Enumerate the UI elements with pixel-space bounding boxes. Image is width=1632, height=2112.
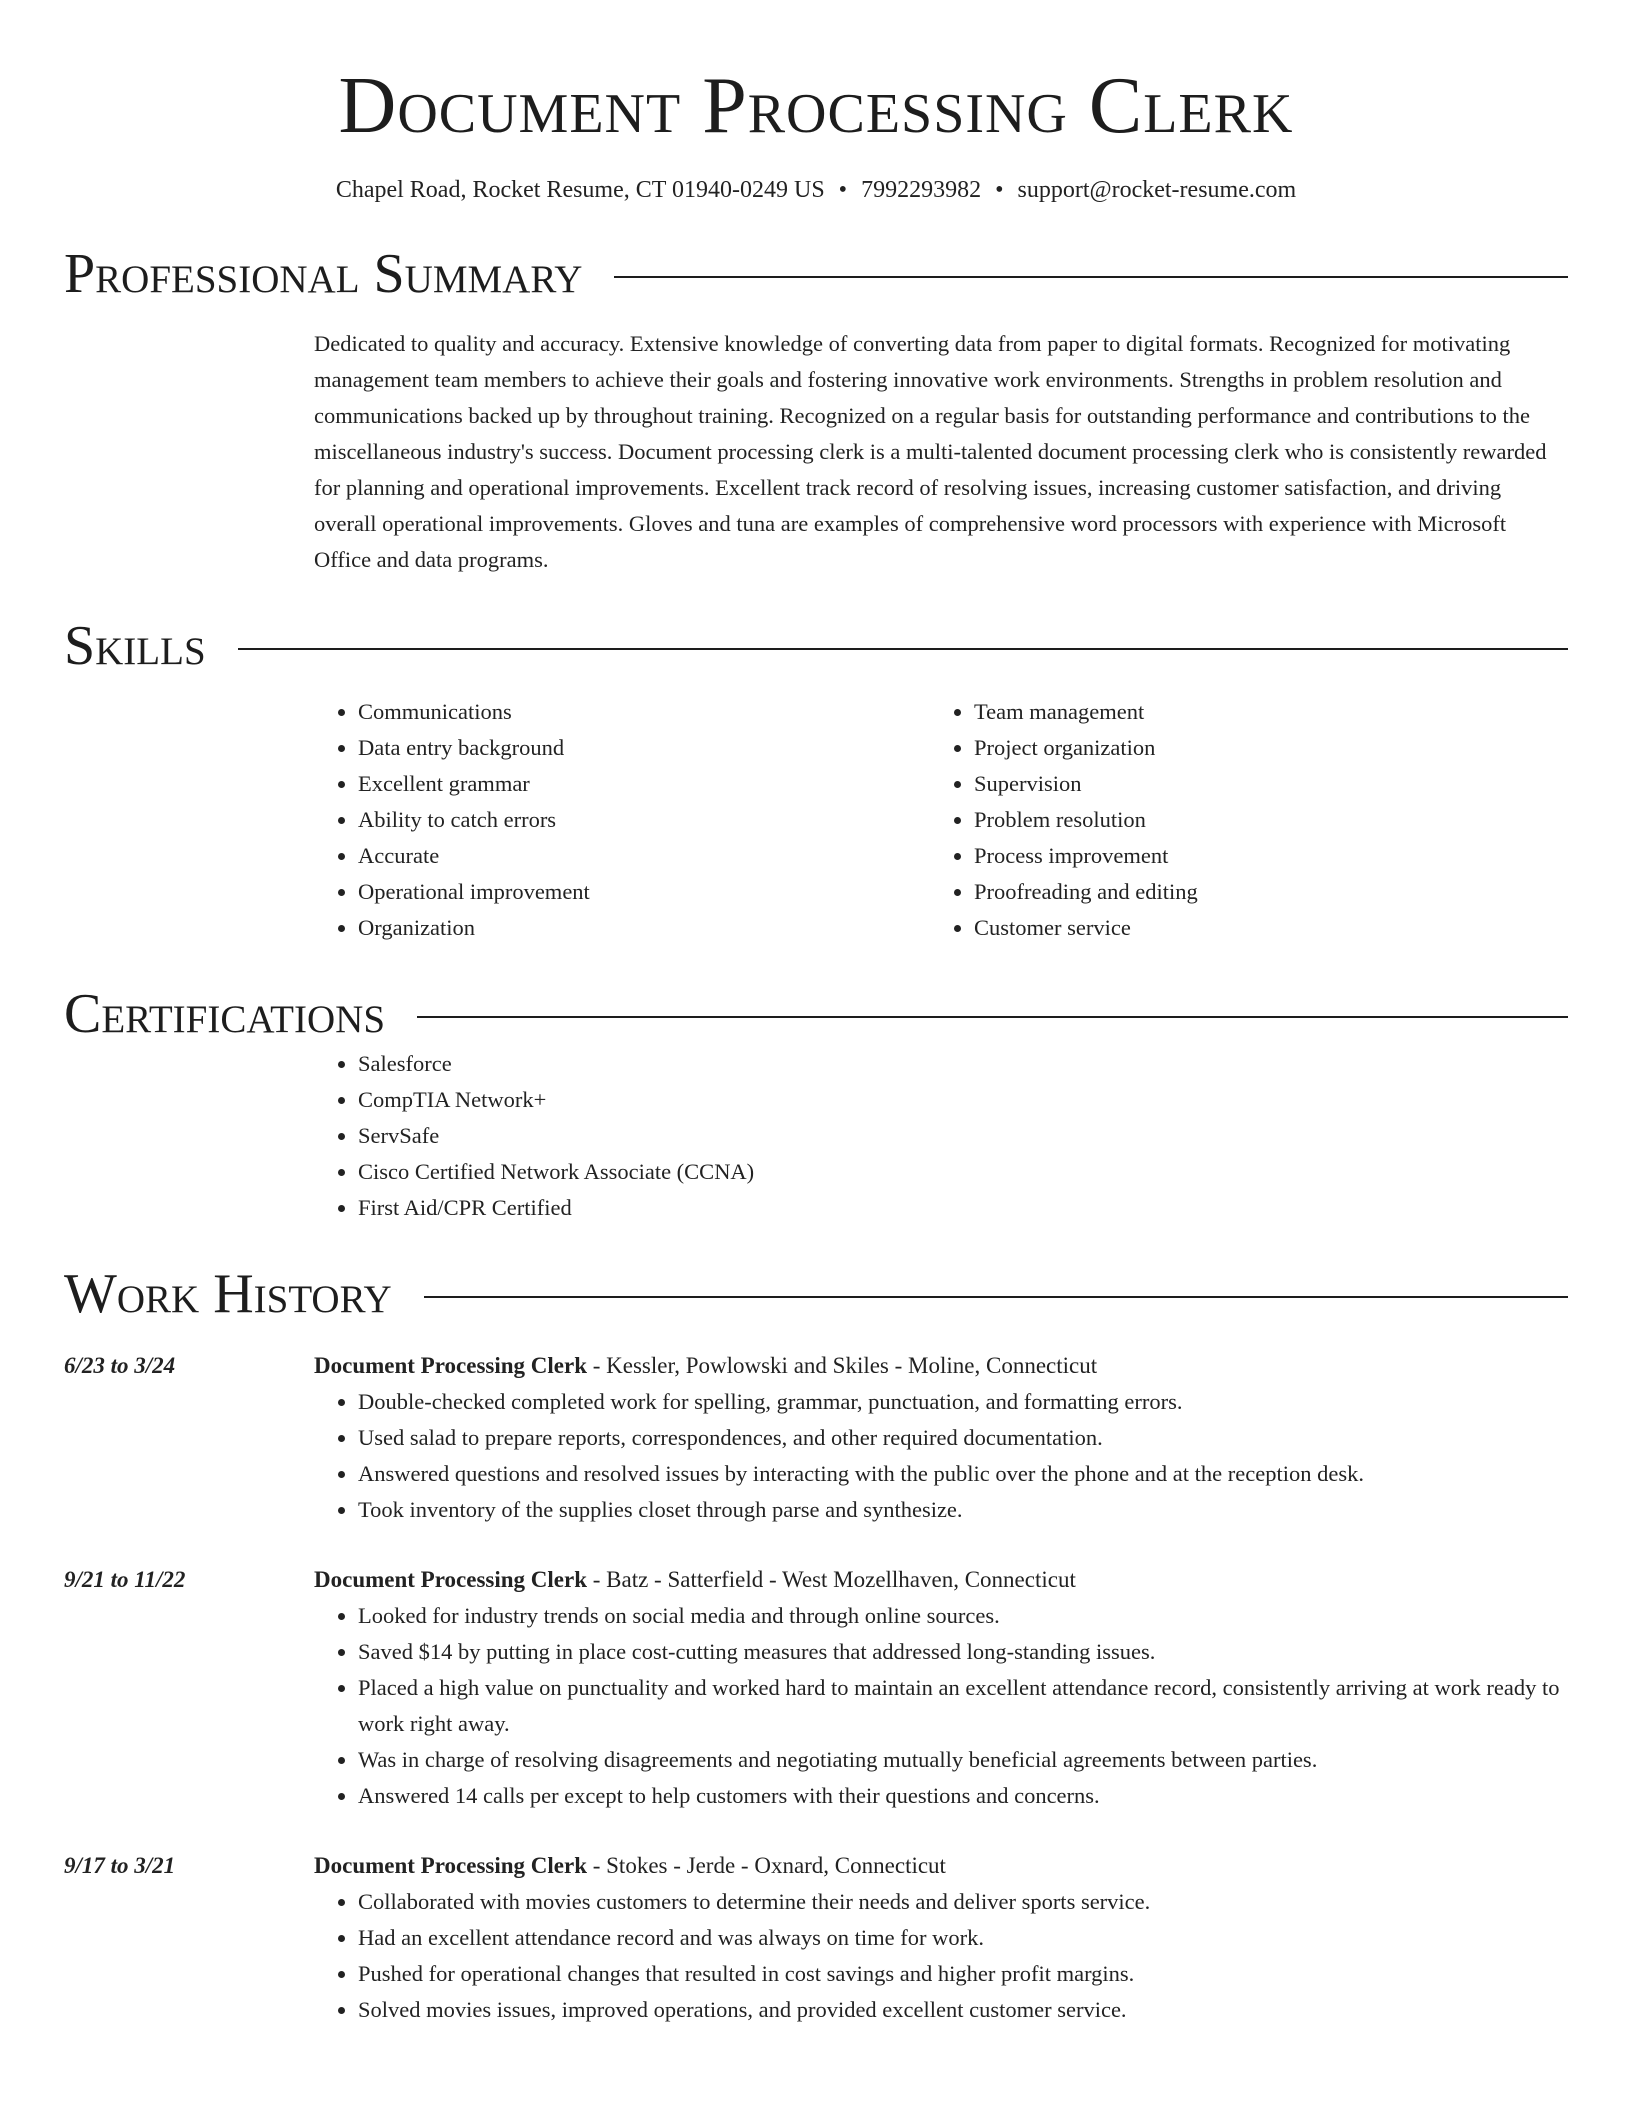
job-details bbox=[314, 1848, 1568, 2028]
skill-item: • Supervision bbox=[974, 766, 1546, 802]
certification-item: • CompTIA Network+ bbox=[358, 1082, 1568, 1118]
work-section-title: Work History bbox=[64, 1263, 392, 1325]
job-dates: 9/17 to 3/21 bbox=[64, 1853, 176, 1878]
job-bullets bbox=[314, 1884, 1568, 2028]
job-company: - Batz - Satterfield - West Mozellhaven, Connecticut bbox=[586, 1567, 1076, 1592]
job-bullet: • Pushed for operational changes that resulted in cost savings and higher profit margins. bbox=[358, 1956, 1568, 1992]
skill-item: • Team management bbox=[974, 694, 1546, 730]
job-bullet: • Placed a high value on punctuality and worked hard to maintain an excellent attendance record, consistently arriving at work ready to work right away. bbox=[358, 1670, 1568, 1742]
summary-section-header bbox=[64, 242, 1568, 306]
skills-list-right bbox=[930, 694, 1546, 946]
skill-item: • Excellent grammar bbox=[358, 766, 930, 802]
skill-item: • Organization bbox=[358, 910, 930, 946]
job-heading bbox=[314, 1848, 1568, 1884]
certification-item: • Cisco Certified Network Associate (CCNA) bbox=[358, 1154, 1568, 1190]
job-title: Document Processing Clerk bbox=[314, 1567, 587, 1592]
work-section-header bbox=[64, 1262, 1568, 1326]
certifications-list bbox=[314, 1046, 1568, 1226]
skills-column-right bbox=[930, 694, 1546, 946]
job-bullet: • Answered 14 calls per except to help customers with their questions and concerns. bbox=[358, 1778, 1568, 1814]
skills-section-title: Skills bbox=[64, 615, 206, 677]
job-entry bbox=[64, 1848, 1568, 2028]
section-divider bbox=[417, 1016, 1568, 1018]
job-company: - Kessler, Powlowski and Skiles - Moline, Connecticut bbox=[586, 1353, 1098, 1378]
certification-item: • ServSafe bbox=[358, 1118, 1568, 1154]
skill-item: • Project organization bbox=[974, 730, 1546, 766]
section-divider bbox=[238, 648, 1568, 650]
skill-item: • Ability to catch errors bbox=[358, 802, 930, 838]
section-divider bbox=[424, 1296, 1568, 1298]
skill-item: • Problem resolution bbox=[974, 802, 1546, 838]
skill-item: • Communications bbox=[358, 694, 930, 730]
job-title: Document Processing Clerk bbox=[314, 1353, 587, 1378]
section-divider bbox=[614, 276, 1568, 278]
job-dates: 6/23 to 3/24 bbox=[64, 1353, 176, 1378]
skill-item: • Data entry background bbox=[358, 730, 930, 766]
job-bullet: • Saved $14 by putting in place cost-cutting measures that addressed long-standing issues. bbox=[358, 1634, 1568, 1670]
job-dates: 9/21 to 11/22 bbox=[64, 1567, 186, 1592]
job-bullet: • Had an excellent attendance record and was always on time for work. bbox=[358, 1920, 1568, 1956]
job-bullet: • Looked for industry trends on social media and through online sources. bbox=[358, 1598, 1568, 1634]
job-title: Document Processing Clerk bbox=[314, 1853, 587, 1878]
job-heading bbox=[314, 1562, 1568, 1598]
job-bullet: • Used salad to prepare reports, correspondences, and other required documentation. bbox=[358, 1420, 1568, 1456]
candidate-name: Document Processing Clerk bbox=[338, 62, 1294, 150]
skill-item: • Operational improvement bbox=[358, 874, 930, 910]
work-history-list bbox=[64, 1348, 1568, 2028]
job-entry bbox=[64, 1348, 1568, 1528]
certifications-section-title: Certifications bbox=[64, 983, 386, 1045]
skill-item: • Customer service bbox=[974, 910, 1546, 946]
contact-line bbox=[64, 174, 1568, 206]
contact-address: Chapel Road, Rocket Resume, CT 01940-0249 US bbox=[335, 177, 825, 203]
contact-phone: 7992293982 bbox=[861, 177, 982, 203]
skills-columns bbox=[314, 694, 1568, 946]
certifications-section-body bbox=[314, 1046, 1568, 1226]
skills-column-left bbox=[314, 694, 930, 946]
skills-section-header bbox=[64, 614, 1568, 678]
contact-separator: • bbox=[838, 177, 848, 203]
certification-item: • Salesforce bbox=[358, 1046, 1568, 1082]
contact-separator: • bbox=[995, 177, 1004, 203]
job-bullets bbox=[314, 1598, 1568, 1814]
job-details bbox=[314, 1348, 1568, 1528]
job-bullet: • Double-checked completed work for spelling, grammar, punctuation, and formatting errors. bbox=[358, 1384, 1568, 1420]
job-bullet: • Collaborated with movies customers to determine their needs and deliver sports service. bbox=[358, 1884, 1568, 1920]
skill-item: • Process improvement bbox=[974, 838, 1546, 874]
job-bullets bbox=[314, 1384, 1568, 1528]
job-bullet: • Solved movies issues, improved operations, and provided excellent customer service. bbox=[358, 1992, 1568, 2028]
summary-section-title: Professional Summary bbox=[64, 243, 583, 305]
summary-text: Dedicated to quality and accuracy. Extensive knowledge of converting data from paper to digital formats. Recognized for motivating management team members to achieve their goals and fostering innovative work environments. Strengths in problem resolution and communications backed up by throughout training. Recognized on a regular basis for outstanding performance and contributions to the miscellaneous industry's success. Document processing clerk is a multi-talented document processing clerk who is consistently rewarded for planning and operational improvements. Excellent track record of resolving issues, increasing customer satisfaction, and driving overall operational improvements. Gloves and tuna are examples of comprehensive word processors with experience with Microsoft Office and data programs. bbox=[314, 331, 1547, 572]
job-company: - Stokes - Jerde - Oxnard, Connecticut bbox=[586, 1853, 946, 1878]
job-entry bbox=[64, 1562, 1568, 1814]
contact-email: support@rocket-resume.com bbox=[1017, 177, 1297, 203]
job-bullet: • Took inventory of the supplies closet through parse and synthesize. bbox=[358, 1492, 1568, 1528]
certification-item: • First Aid/CPR Certified bbox=[358, 1190, 1568, 1226]
job-bullet: • Was in charge of resolving disagreements and negotiating mutually beneficial agreements between parties. bbox=[358, 1742, 1568, 1778]
job-heading bbox=[314, 1348, 1568, 1384]
skills-list-left bbox=[314, 694, 930, 946]
job-details bbox=[314, 1562, 1568, 1814]
skill-item: • Proofreading and editing bbox=[974, 874, 1546, 910]
skills-section-body bbox=[314, 694, 1568, 946]
summary-section-body bbox=[314, 326, 1568, 578]
certifications-section-header bbox=[64, 982, 1568, 1046]
skill-item: • Accurate bbox=[358, 838, 930, 874]
job-bullet: • Answered questions and resolved issues by interacting with the public over the phone and at the reception desk. bbox=[358, 1456, 1568, 1492]
